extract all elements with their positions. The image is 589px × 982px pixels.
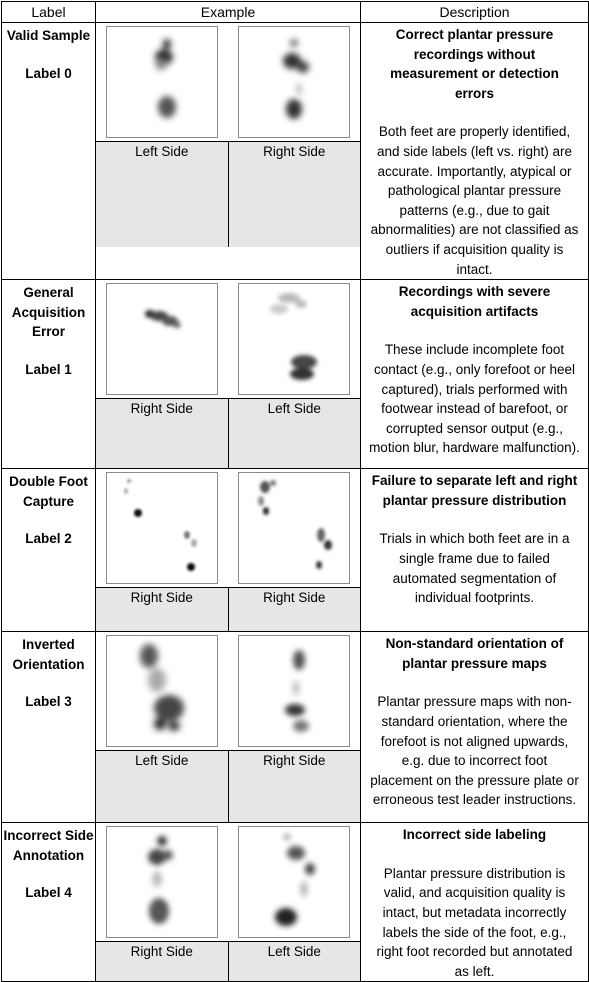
pressure-map-image bbox=[238, 26, 350, 138]
side-caption: Right Side bbox=[130, 944, 193, 960]
example-cell bbox=[96, 823, 361, 982]
description-cell bbox=[361, 23, 589, 280]
pressure-map-image bbox=[238, 472, 350, 584]
label-number: Label 0 bbox=[25, 65, 72, 81]
label-number: Label 2 bbox=[25, 531, 72, 547]
side-caption: Left Side bbox=[135, 144, 189, 159]
side-caption: Right Side bbox=[228, 142, 361, 247]
side-caption: Right Side bbox=[228, 751, 361, 822]
side-caption: Left Side bbox=[135, 753, 189, 769]
table-row bbox=[2, 280, 589, 469]
header-label: Label bbox=[2, 2, 96, 23]
side-caption: Left Side bbox=[228, 399, 361, 468]
header-row bbox=[2, 2, 589, 23]
description-title: Recordings with severe acquisition artifacts bbox=[398, 284, 551, 319]
description-title: Correct plantar pressure recordings without measurement or detection errors bbox=[390, 27, 559, 101]
label-name: General Acquisition Error bbox=[11, 285, 86, 340]
table-row bbox=[2, 823, 589, 982]
side-caption: Left Side bbox=[228, 942, 361, 981]
description-cell bbox=[361, 823, 589, 982]
side-caption: Right Side bbox=[130, 401, 193, 417]
description-body: Plantar pressure distribution is valid, and acquisition quality is intact, but metadata incorrectly labels the side of the foot, e.g., right foot recorded but annotated as left. bbox=[376, 865, 573, 979]
label-number: Label 1 bbox=[25, 361, 72, 377]
label-cell bbox=[2, 469, 96, 632]
label-number: Label 3 bbox=[25, 694, 72, 710]
label-name: Valid Sample bbox=[6, 28, 91, 43]
example-cell bbox=[96, 23, 361, 280]
table-row bbox=[2, 632, 589, 823]
example-cell bbox=[96, 469, 361, 632]
pressure-map-image bbox=[238, 283, 350, 395]
pressure-map-image bbox=[106, 472, 218, 584]
label-name: Double Foot Capture bbox=[9, 474, 88, 509]
pressure-map-image bbox=[238, 635, 350, 747]
label-number: Label 4 bbox=[25, 885, 72, 901]
pressure-map-image bbox=[106, 283, 218, 395]
pressure-map-image bbox=[106, 26, 218, 138]
label-cell bbox=[2, 823, 96, 982]
header-example: Example bbox=[96, 2, 361, 23]
table-row bbox=[2, 469, 589, 632]
label-cell bbox=[2, 23, 96, 280]
label-name: Inverted Orientation bbox=[12, 637, 85, 672]
label-cell bbox=[2, 632, 96, 823]
example-cell bbox=[96, 632, 361, 823]
description-cell bbox=[361, 469, 589, 632]
description-cell bbox=[361, 280, 589, 469]
label-cell bbox=[2, 280, 96, 469]
description-title: Failure to separate left and right plantar pressure distribution bbox=[371, 473, 578, 508]
pressure-map-image bbox=[106, 826, 218, 938]
description-title: Incorrect side labeling bbox=[402, 827, 547, 843]
pressure-map-image bbox=[106, 635, 218, 747]
description-body: Trials in which both feet are in a single frame due to failed automated segmentation of individual footprints. bbox=[379, 531, 570, 606]
side-caption: Right Side bbox=[130, 590, 193, 606]
description-body: Plantar pressure maps with non-standard orientation, where the forefoot is not aligned upwards, e.g. due to incorrect foot placement on the pressure plate or erroneous test leader instructions. bbox=[370, 694, 579, 808]
label-name: Incorrect Side Annotation bbox=[3, 828, 94, 863]
description-body: Both feet are properly identified, and side labels (left vs. right) are accurate. Importantly, atypical or pathological plantar pressure patterns (e.g., due to gait abnormalities) are not classified as outliers if acquisition quality is intact. bbox=[370, 124, 579, 277]
header-description: Description bbox=[361, 2, 589, 23]
outlier-label-table bbox=[1, 1, 589, 982]
table-row bbox=[2, 23, 589, 280]
description-title: Non-standard orientation of plantar pressure maps bbox=[385, 636, 564, 671]
side-caption: Right Side bbox=[228, 588, 361, 631]
description-cell bbox=[361, 632, 589, 823]
example-cell bbox=[96, 280, 361, 469]
pressure-map-image bbox=[238, 826, 350, 938]
description-body: These include incomplete foot contact (e.g., only forefoot or heel captured), trials performed with footwear instead of barefoot, or corrupted sensor output (e.g., motion blur, hardware malfunction). bbox=[369, 342, 580, 456]
